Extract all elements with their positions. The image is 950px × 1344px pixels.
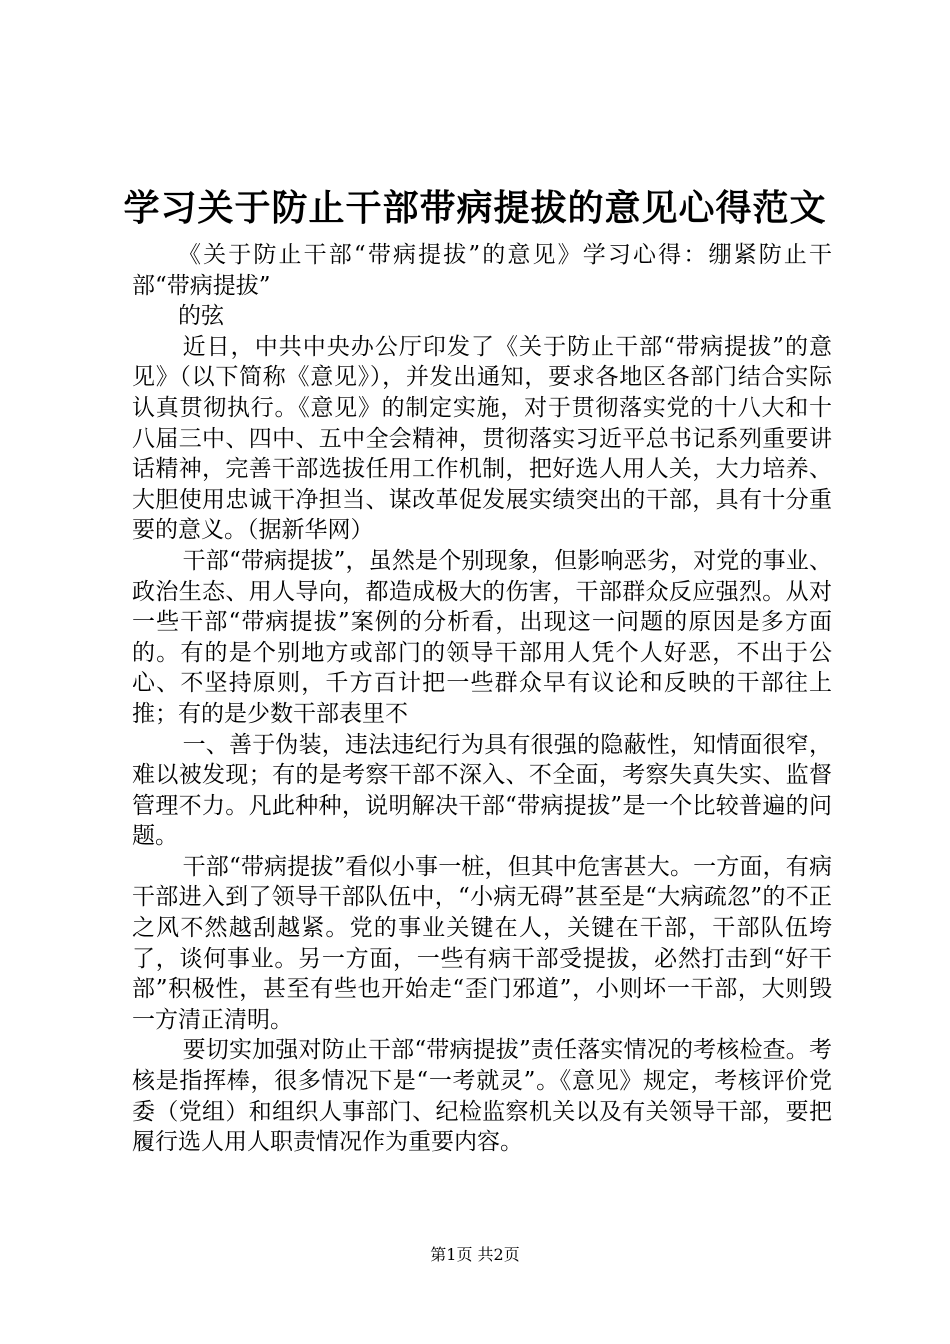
paragraph-causes: 一、善于伪装，违法违纪行为具有很强的隐蔽性，知情面很窄，难以被发现；有的是考察干部不深入、不全面，考察失真失实、监督管理不力。凡此种种，说明解决干部“带病提拔”是一个比较普遍的问题。 [132,731,832,850]
paragraph-intro: 《关于防止干部“带病提拔”的意见》学习心得：绷紧防止干部“带病提拔” [132,242,832,299]
document-body [132,240,832,1158]
paragraph-phenomenon: 干部“带病提拔”，虽然是个别现象，但影响恶劣，对党的事业、政治生态、用人导向，都造成极大的伤害，干部群众反应强烈。从对一些干部“带病提拔”案例的分析看，出现这一问题的原因是多方面的。有的是个别地方或部门的领导干部用人凭个人好恶，不出于公心、不坚持原则，千方百计把一些群众早有议论和反映的干部往上推；有的是少数干部表里不 [132,547,832,727]
paragraph-assessment: 要切实加强对防止干部“带病提拔”责任落实情况的考核检查。考核是指挥棒，很多情况下是“一考就灵”。《意见》规定，考核评价党委（党组）和组织人事部门、纪检监察机关以及有关领导干部，要把履行选人用人职责情况作为重要内容。 [132,1037,832,1156]
paragraph-intro-tail: 的弦 [178,303,224,330]
paragraph-recent: 近日，中共中央办公厅印发了《关于防止干部“带病提拔”的意见》（以下简称《意见》），并发出通知，要求各地区各部门结合实际认真贯彻执行。《意见》的制定实施，对于贯彻落实党的十八大和十八届三中、四中、五中全会精神，贯彻落实习近平总书记系列重要讲话精神，完善干部选拔任用工作机制，把好选人用人关，大力培养、大胆使用忠诚干净担当、谋改革促发展实绩突出的干部，具有十分重要的意义。（据新华网） [132,333,832,544]
page-number: 第1页 共2页 [430,1245,520,1264]
paragraph-harm: 干部“带病提拔”看似小事一桩，但其中危害甚大。一方面，有病干部进入到了领导干部队伍中，“小病无碍”甚至是“大病疏忽”的不正之风不然越刮越紧。党的事业关键在人，关键在干部，干部队伍垮了，谈何事业。另一方面，一些有病干部受提拔，必然打击到“好干部”积极性，甚至有些也开始走“歪门邪道”，小则坏一干部，大则毁一方清正清明。 [132,853,832,1033]
document-title: 学习关于防止干部带病提拔的意见心得范文 [123,187,827,229]
